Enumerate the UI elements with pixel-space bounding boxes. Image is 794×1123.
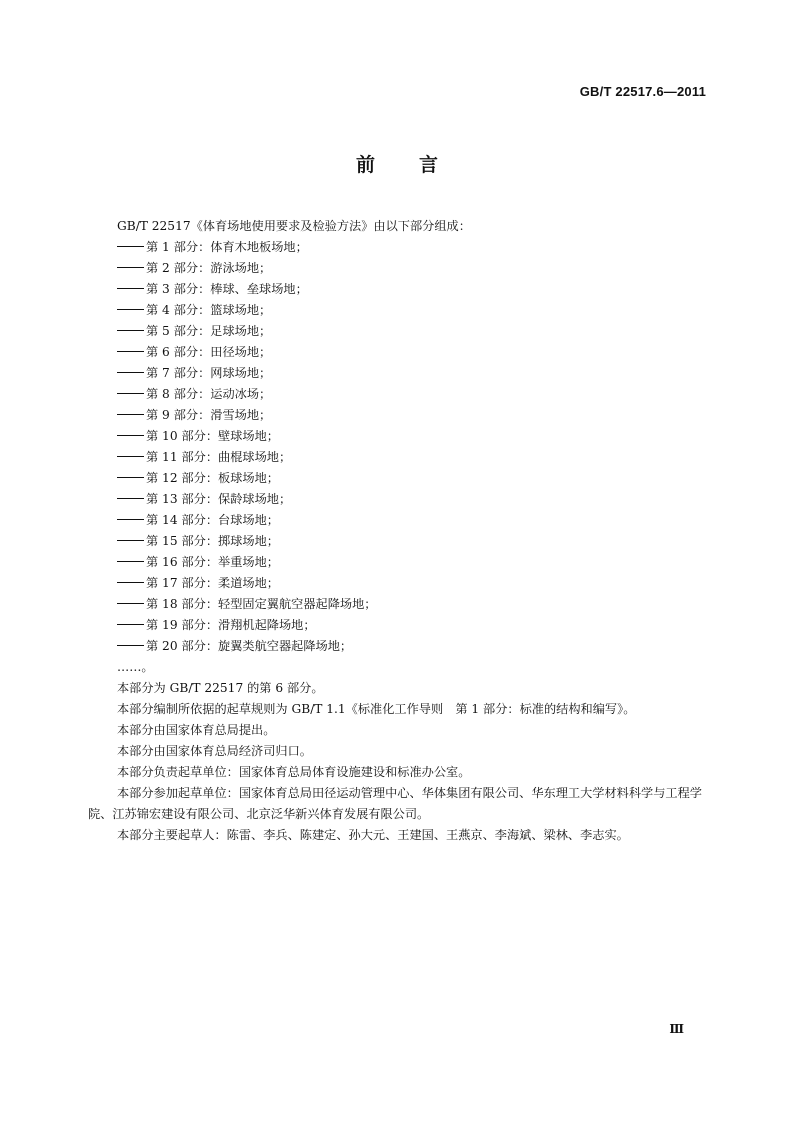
list-item	[88, 636, 712, 657]
list-item	[88, 426, 712, 447]
page-number: Ⅲ	[669, 1022, 684, 1036]
list-item-text: 第 7 部分：网球场地；	[146, 366, 272, 380]
list-dash	[117, 561, 144, 562]
list-item-text: 第 20 部分：旋翼类航空器起降场地；	[146, 639, 353, 653]
list-item-text: 第 6 部分：田径场地；	[146, 345, 272, 359]
paragraph-responsible-unit: 本部分负责起草单位：国家体育总局体育设施建设和标准办公室。	[117, 765, 471, 779]
list-item	[88, 405, 712, 426]
list-item	[88, 342, 712, 363]
list-dash	[117, 330, 144, 331]
list-dash	[117, 288, 144, 289]
list-item-text: 第 1 部分：体育木地板场地；	[146, 240, 308, 254]
list-item-text: 第 12 部分：板球场地；	[146, 471, 279, 485]
list-dash	[117, 246, 144, 247]
list-dash	[117, 582, 144, 583]
list-item	[88, 363, 712, 384]
list-item-text: 第 14 部分：台球场地；	[146, 513, 279, 527]
foreword-body	[88, 216, 712, 846]
paragraph-under-jurisdiction: 本部分由国家体育总局经济司归口。	[117, 744, 312, 758]
list-item	[88, 384, 712, 405]
list-item-text: 第 13 部分：保龄球场地；	[146, 492, 292, 506]
list-item-text: 第 8 部分：运动冰场；	[146, 387, 272, 401]
list-item	[88, 279, 712, 300]
list-dash	[117, 645, 144, 646]
list-item	[88, 531, 712, 552]
list-item-text: 第 9 部分：滑雪场地；	[146, 408, 272, 422]
list-item-text: 第 17 部分：柔道场地；	[146, 576, 279, 590]
list-item	[88, 573, 712, 594]
list-dash	[117, 393, 144, 394]
paragraph-proposed-by: 本部分由国家体育总局提出。	[117, 723, 276, 737]
list-item	[88, 300, 712, 321]
list-dash	[117, 624, 144, 625]
parts-list	[88, 237, 712, 657]
list-dash	[117, 456, 144, 457]
list-item	[88, 489, 712, 510]
list-item	[88, 447, 712, 468]
list-item	[88, 510, 712, 531]
list-dash	[117, 309, 144, 310]
list-item-text: 第 2 部分：游泳场地；	[146, 261, 272, 275]
list-dash	[117, 435, 144, 436]
list-dash	[117, 540, 144, 541]
list-item-text: 第 5 部分：足球场地；	[146, 324, 272, 338]
list-item-text: 第 11 部分：曲棍球场地；	[146, 450, 292, 464]
list-item	[88, 321, 712, 342]
list-dash	[117, 372, 144, 373]
list-item-text: 第 18 部分：轻型固定翼航空器起降场地；	[146, 597, 377, 611]
paragraph-part-number: 本部分为 GB/T 22517 的第 6 部分。	[117, 681, 324, 695]
paragraph-drafting-rules: 本部分编制所依据的起草规则为 GB/T 1.1《标准化工作导则 第 1 部分：标准的结构和编写》。	[117, 702, 636, 716]
list-dash	[117, 603, 144, 604]
list-item-text: 第 4 部分：篮球场地；	[146, 303, 272, 317]
list-item-text: 第 19 部分：滑翔机起降场地；	[146, 618, 316, 632]
list-dash	[117, 477, 144, 478]
title-char-1: 前	[355, 154, 375, 176]
paragraph-drafters: 本部分主要起草人：陈雷、李兵、陈建定、孙大元、王建国、王燕京、李海斌、梁林、李志实。	[117, 828, 629, 842]
list-dash	[117, 519, 144, 520]
list-item	[88, 468, 712, 489]
list-item	[88, 594, 712, 615]
list-item-text: 第 15 部分：掷球场地；	[146, 534, 279, 548]
list-dash	[117, 498, 144, 499]
list-dash	[117, 414, 144, 415]
list-item	[88, 258, 712, 279]
title-char-2: 言	[419, 154, 439, 176]
list-item-text: 第 10 部分：壁球场地；	[146, 429, 279, 443]
list-item-text: 第 16 部分：举重场地；	[146, 555, 279, 569]
list-item	[88, 615, 712, 636]
page-title	[0, 150, 794, 177]
standard-code: GB/T 22517.6—2011	[579, 84, 706, 99]
list-item	[88, 552, 712, 573]
paragraph-participating-units: 本部分参加起草单位：国家体育总局田径运动管理中心、华体集团有限公司、华东理工大学材料科学与工程学院、江苏锦宏建设有限公司、北京泛华新兴体育发展有限公司。	[88, 786, 702, 821]
ellipsis-line: ……。	[117, 660, 154, 674]
list-item	[88, 237, 712, 258]
list-dash	[117, 351, 144, 352]
intro-line: GB/T 22517《体育场地使用要求及检验方法》由以下部分组成：	[117, 219, 471, 233]
list-dash	[117, 267, 144, 268]
list-item-text: 第 3 部分：棒球、垒球场地；	[146, 282, 308, 296]
